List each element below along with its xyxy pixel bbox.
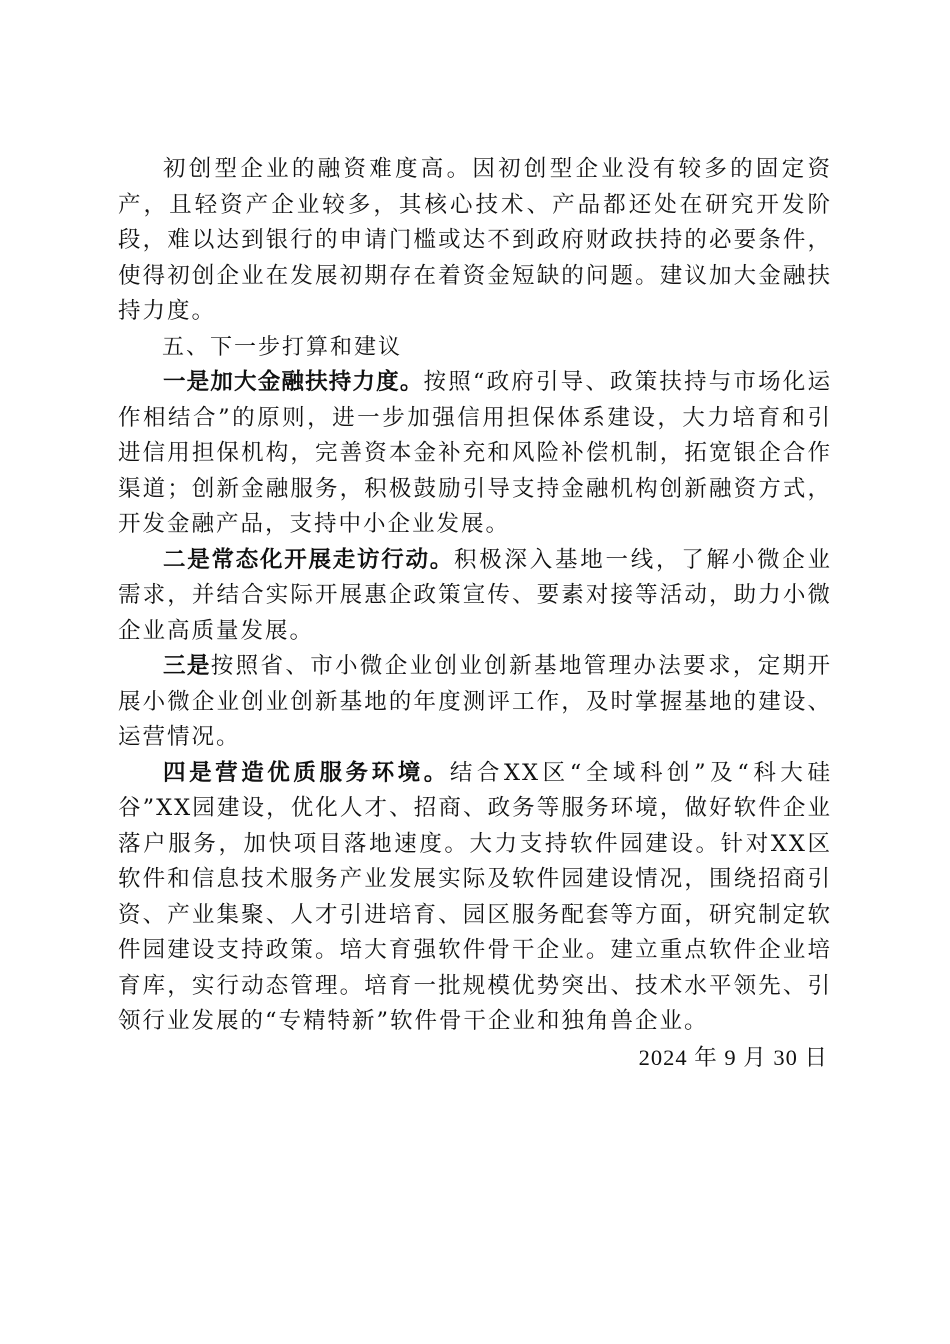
suggestion-paragraph-2 (118, 543, 832, 650)
suggestion-text-1: 按照“政府引导、政策扶持与市场化运作相结合”的原则，进一步加强信用担保体系建设，大力培育和引进信用担保机构，完善资本金补充和风险补偿机制，拓宽银企合作渠道；创新金融服务，积极鼓励引导支持金融机构创新融资方式，开发金融产品，支持中小企业发展。 (118, 369, 832, 537)
intro-paragraph: 初创型企业的融资难度高。因初创型企业没有较多的固定资产，且轻资产企业较多，其核心技术、产品都还处在研究开发阶段，难以达到银行的申请门槛或达不到政府财政扶持的必要条件，使得初创企业在发展初期存在着资金短缺的问题。建议加大金融扶持力度。 (118, 156, 832, 324)
suggestion-lead-3: 三是 (163, 653, 211, 679)
suggestion-text-4: 结合XX区“全域科创”及“科大硅谷”XX园建设，优化人才、招商、政务等服务环境，做好软件企业落户服务，加快项目落地速度。大力支持软件园建设。针对XX区软件和信息技术服务产业发展实际及软件园建设情况，围绕招商引资、产业集聚、人才引进培育、园区服务配套等方面，研究制定软件园建设支持政策。培大育强软件骨干企业。建立重点软件企业培育库，实行动态管理。培育一批规模优势突出、技术水平领先、引领行业发展的“专精特新”软件骨干企业和独角兽企业。 (118, 759, 832, 1034)
suggestion-text-3: 按照省、市小微企业创业创新基地管理办法要求，定期开展小微企业创业创新基地的年度测评工作，及时掌握基地的建设、运营情况。 (118, 653, 832, 750)
suggestion-text-2: 积极深入基地一线，了解小微企业需求，并结合实际开展惠企政策宣传、要素对接等活动，助力小微企业高质量发展。 (118, 546, 832, 644)
suggestion-lead-1: 一是加大金融扶持力度。 (163, 369, 424, 395)
suggestion-paragraph-1 (118, 365, 832, 543)
suggestion-lead-2: 二是常态化开展走访行动。 (163, 546, 454, 573)
document-date: 2024 年 9 月 30 日 (638, 1044, 828, 1070)
document-page (118, 152, 832, 1075)
suggestion-paragraph-4 (118, 756, 832, 1040)
section-heading: 五、下一步打算和建议 (162, 334, 403, 360)
suggestion-lead-4: 四是营造优质服务环境。 (163, 759, 450, 786)
suggestion-paragraph-3 (118, 649, 832, 756)
